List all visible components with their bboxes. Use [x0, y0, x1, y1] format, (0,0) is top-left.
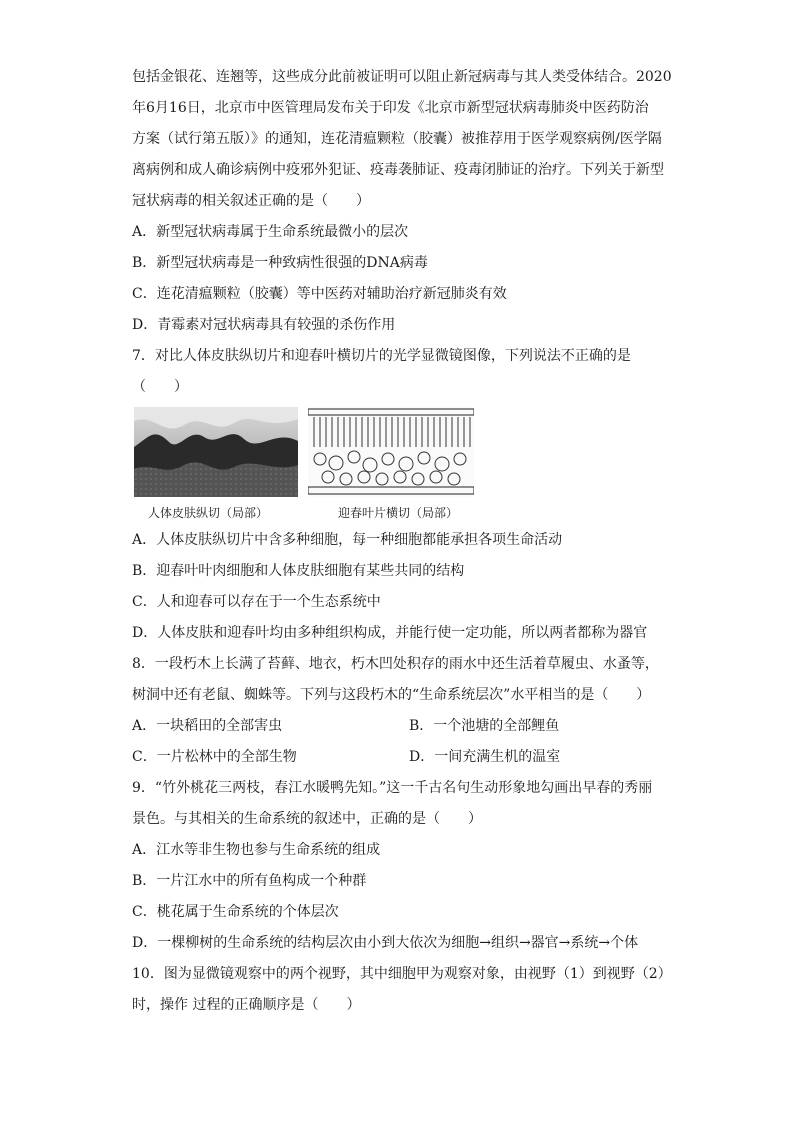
q8-option-c: C．一片松林中的全部生物 [132, 749, 297, 765]
skin-section-image [134, 407, 298, 497]
q8-stem-line: 8．一段朽木上长满了苔藓、地衣，朽木凹处积存的雨水中还生活着草履虫、水蚤等， [132, 656, 659, 672]
q10-stem-line: 10．图为显微镜观察中的两个视野，其中细胞甲为观察对象，由视野（1）到视野（2） [132, 966, 672, 982]
leaf-section-image [308, 407, 474, 497]
q8-option-a: A．一块稻田的全部害虫 [132, 718, 283, 734]
q7-option-c: C．人和迎春可以存在于一个生态系统中 [132, 594, 381, 610]
intro-paragraph [132, 62, 672, 217]
q7-option-b: B．迎春叶叶肉细胞和人体皮肤细胞有某些共同的结构 [132, 563, 465, 579]
intro-line: 离病例和成人确诊病例中疫邪外犯证、疫毒袭肺证、疫毒闭肺证的治疗。下列关于新型 [132, 162, 664, 178]
q8-option-b: B．一个池塘的全部鲤鱼 [409, 718, 560, 734]
q6-option-a: A．新型冠状病毒属于生命系统最微小的层次 [132, 224, 409, 240]
q9-option-d: D．一棵柳树的生命系统的结构层次由小到大依次为细胞→组织→器官→系统→个体 [132, 935, 639, 951]
q9-option-c: C．桃花属于生命系统的个体层次 [132, 904, 339, 920]
skin-section-caption: 人体皮肤纵切（局部） [148, 506, 269, 520]
q7-stem: 7．对比人体皮肤纵切片和迎春叶横切片的光学显微镜图像，下列说法不正确的是 [132, 348, 631, 364]
q9-option-a: A．江水等非生物也参与生命系统的组成 [132, 842, 381, 858]
skin-section-figure [134, 407, 298, 497]
q8-option-d: D．一间充满生机的温室 [409, 749, 561, 765]
q6-option-b: B．新型冠状病毒是一种致病性很强的DNA病毒 [132, 255, 428, 271]
document-page [132, 62, 672, 1021]
intro-line: 年6月16日，北京市中医管理局发布关于印发《北京市新型冠状病毒肺炎中医药防治 [132, 100, 649, 116]
leaf-section-caption: 迎春叶片横切（局部） [338, 506, 459, 520]
intro-line: 方案（试行第五版）》的通知，连花清瘟颗粒（胶囊）被推荐用于医学观察病例/医学隔 [132, 131, 662, 147]
q10-stem-line: 时，操作 过程的正确顺序是（ ） [132, 997, 361, 1013]
q8-options-row [132, 742, 672, 773]
q9-stem-line: 景色。与其相关的生命系统的叙述中，正确的是（ ） [132, 811, 482, 827]
q7-figures [132, 407, 672, 525]
q7-option-a: A．人体皮肤纵切片中含多种细胞，每一种细胞都能承担各项生命活动 [132, 532, 563, 548]
q7-paren: （ ） [132, 379, 188, 395]
intro-line: 冠状病毒的相关叙述正确的是（ ） [132, 193, 370, 209]
leaf-section-figure [308, 407, 474, 497]
q9-stem-line: 9．“竹外桃花三两枝，春江水暖鸭先知。”这一千古名句生动形象地勾画出早春的秀丽 [132, 780, 653, 796]
q9-option-b: B．一片江水中的所有鱼构成一个种群 [132, 873, 367, 889]
q8-stem-line: 树洞中还有老鼠、蜘蛛等。下列与这段朽木的“生命系统层次”水平相当的是（ ） [132, 687, 651, 703]
q6-option-c: C．连花清瘟颗粒（胶囊）等中医药对辅助治疗新冠肺炎有效 [132, 286, 507, 302]
q8-options-row [132, 711, 672, 742]
q7-option-d: D．人体皮肤和迎春叶均由多种组织构成，并能行使一定功能，所以两者都称为器官 [132, 625, 648, 641]
intro-line: 包括金银花、连翘等，这些成分此前被证明可以阻止新冠病毒与其人类受体结合。2020 [132, 69, 672, 85]
q6-option-d: D．青霉素对冠状病毒具有较强的杀伤作用 [132, 317, 396, 333]
